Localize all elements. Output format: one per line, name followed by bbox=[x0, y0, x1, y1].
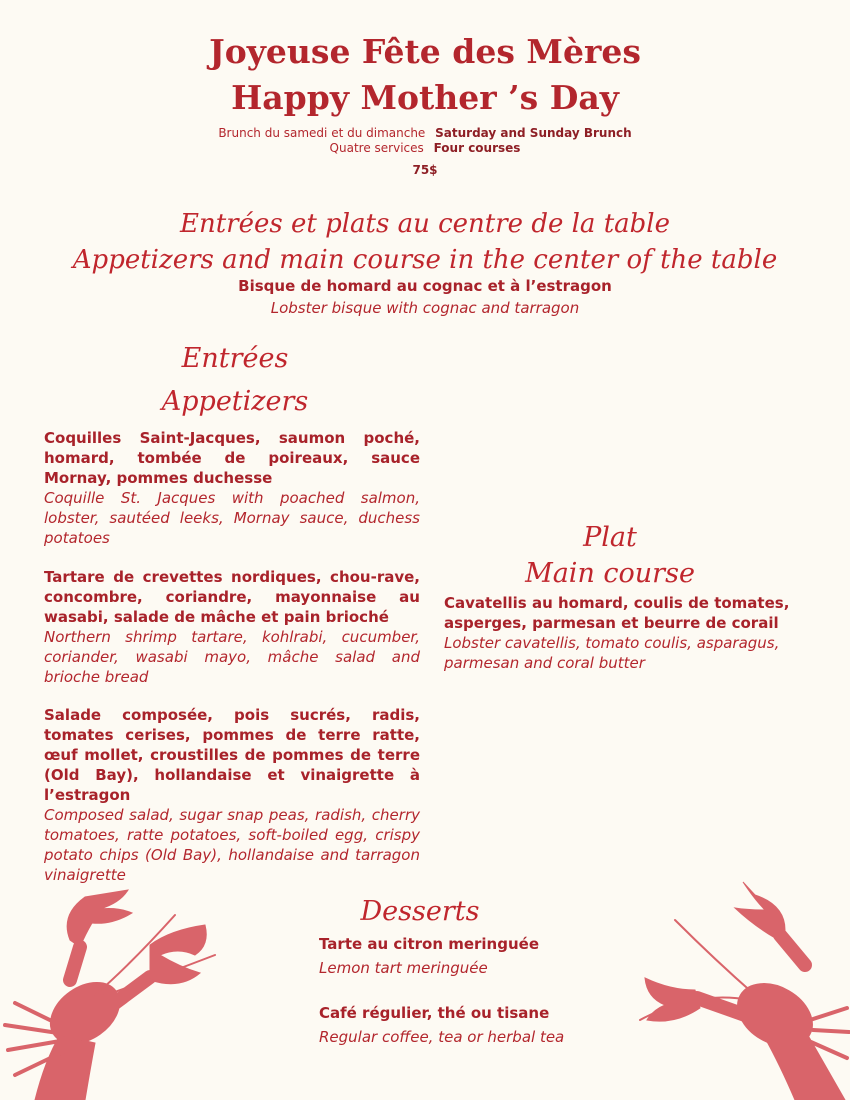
center-heading-french: Entrées et plats au centre de la table bbox=[179, 209, 670, 239]
appetizer-2-english: Northern shrimp tartare, kohlrabi, cucumber, coriander, wasabi mayo, mâche salad and brioche bread bbox=[44, 628, 420, 686]
dessert-1-english: Lemon tart meringuée bbox=[319, 959, 488, 977]
price: 75$ bbox=[412, 163, 438, 177]
courses-french: Quatre services bbox=[329, 141, 424, 155]
main-dish bbox=[444, 593, 814, 673]
brunch-english: Saturday and Sunday Brunch bbox=[435, 126, 632, 140]
appetizer-3-french: Salade composée, pois sucrés, radis, tomates cerises, pommes de terre ratte, œuf mollet, croustilles de pommes de terre (Old Bay), hollandaise et vinaigrette à l’estragon bbox=[44, 706, 420, 804]
main-heading-french: Plat bbox=[583, 522, 637, 553]
title-french: Joyeuse Fête des Mères bbox=[209, 32, 641, 71]
dessert-2-english: Regular coffee, tea or herbal tea bbox=[319, 1028, 565, 1046]
dessert-2-french: Café régulier, thé ou tisane bbox=[319, 1004, 550, 1022]
appetizer-item-1 bbox=[44, 428, 420, 548]
main-dish-french: Cavatellis au homard, coulis de tomates, asperges, parmesan et beurre de corail bbox=[444, 594, 790, 632]
appetizer-1-english: Coquille St. Jacques with poached salmon, lobster, sautéed leeks, Mornay sauce, duchess potatoes bbox=[44, 489, 420, 547]
main-dish-english: Lobster cavatellis, tomato coulis, asparagus, parmesan and coral butter bbox=[444, 634, 780, 672]
courses-english: Four courses bbox=[433, 141, 521, 155]
title-english: Happy Mother ’s Day bbox=[231, 78, 619, 117]
brunch-french: Brunch du samedi et du dimanche bbox=[218, 126, 426, 140]
lobster-illustration-right bbox=[635, 880, 850, 1100]
desserts-heading: Desserts bbox=[360, 896, 480, 927]
appetizers-heading-english: Appetizers bbox=[161, 386, 309, 417]
center-dish-english: Lobster bisque with cognac and tarragon bbox=[270, 299, 580, 317]
center-heading-english: Appetizers and main course in the center of the table bbox=[72, 245, 778, 275]
center-dish-french: Bisque de homard au cognac et à l’estragon bbox=[238, 277, 612, 295]
main-heading-english: Main course bbox=[525, 558, 695, 589]
appetizer-item-2 bbox=[44, 567, 420, 687]
appetizer-1-french: Coquilles Saint-Jacques, saumon poché, homard, tombée de poireaux, sauce Mornay, pommes duchesse bbox=[44, 429, 420, 487]
lobster-illustration-left bbox=[0, 885, 230, 1100]
appetizer-2-french: Tartare de crevettes nordiques, chou-rave, concombre, coriandre, mayonnaise au wasabi, salade de mâche et pain brioché bbox=[44, 568, 420, 626]
courses-line bbox=[0, 141, 850, 156]
dessert-item-1 bbox=[319, 934, 639, 978]
brunch-line bbox=[0, 126, 850, 141]
appetizers-heading-french: Entrées bbox=[181, 343, 289, 374]
dessert-1-french: Tarte au citron meringuée bbox=[319, 935, 539, 953]
appetizer-3-english: Composed salad, sugar snap peas, radish, cherry tomatoes, ratte potatoes, soft-boiled egg, crispy potato chips (Old Bay), hollandaise and tarragon vinaigrette bbox=[44, 806, 420, 884]
dessert-item-2 bbox=[319, 1003, 639, 1047]
appetizer-item-3 bbox=[44, 705, 420, 885]
